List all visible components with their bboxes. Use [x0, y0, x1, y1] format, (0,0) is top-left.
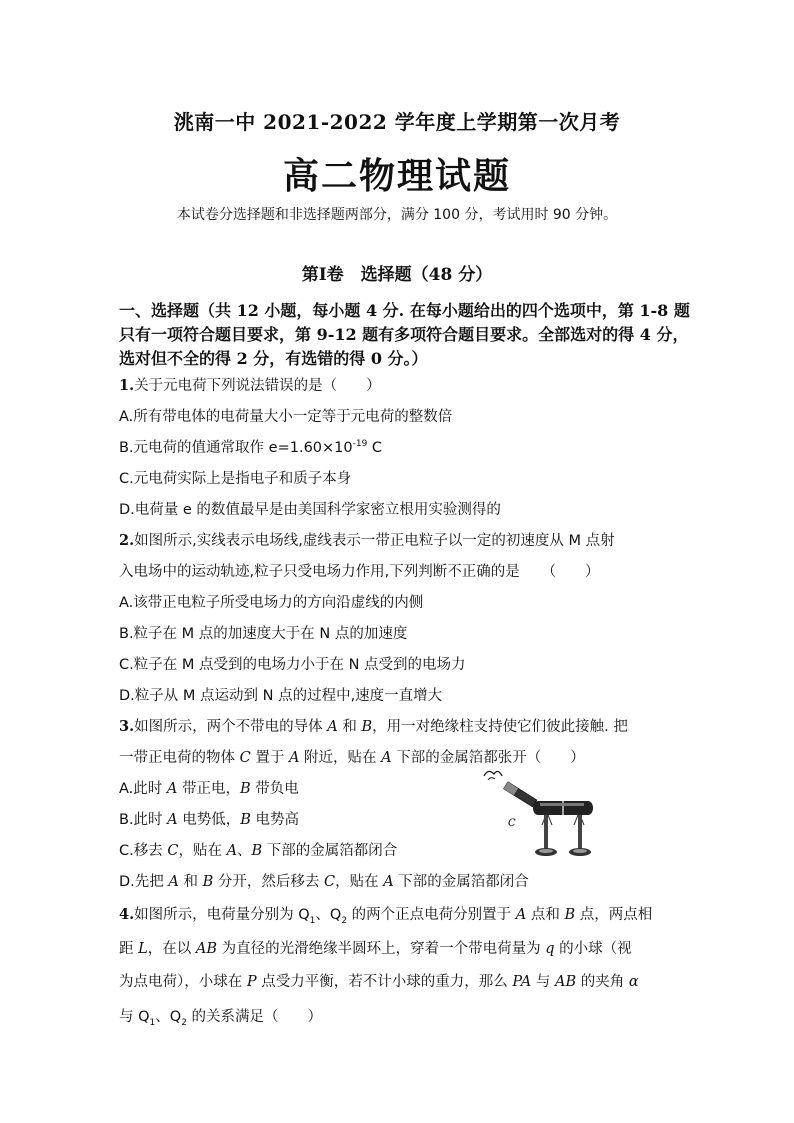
exam-intro: 本试卷分选择题和非选择题两部分，满分 100 分，考试用时 90 分钟。 — [176, 207, 618, 223]
section-instruction-line1: 一、选择题（共 12 小题，每小题 4 分. 在每小题给出的四个选项中，第 1-8 题 — [119, 301, 690, 320]
section-instruction-line2: 只有一项符合题目要求，第 9-12 题有多项符合题目要求。全部选对的得 4 分， — [119, 325, 689, 344]
question-2-stem-line1: 2.如图所示,实线表示电场线,虚线表示一带正电粒子以一定的初速度从 M 点射 — [119, 532, 615, 549]
question-2-stem-line2: 入电场中的运动轨迹,粒子只受电场力作用,下列判断不正确的是 （ ） — [119, 564, 600, 580]
exam-title: 高二物理试题 — [282, 155, 511, 197]
conductors-figure — [474, 764, 616, 860]
question-3-stem-line1: 3.如图所示，两个不带电的导体 A 和 B，用一对绝缘柱支持使它们彼此接触. 把 — [119, 718, 628, 735]
question-1-option-c: C.元电荷实际上是指电子和质子本身 — [119, 471, 352, 487]
section-instruction-line3: 选对但不全的得 2 分，有选错的得 0 分。） — [119, 349, 428, 368]
rod-label: C — [508, 818, 516, 829]
part-heading: 第Ⅰ卷 选择题（48 分） — [301, 265, 493, 285]
question-3-number: 3. — [119, 718, 135, 735]
question-2-option-b: B.粒子在 M 点的加速度大于在 N 点的加速度 — [119, 626, 408, 642]
question-2-option-d: D.粒子从 M 点运动到 N 点的过程中,速度一直增大 — [119, 688, 443, 704]
question-2-number: 2. — [119, 532, 135, 549]
question-1-option-b: B.元电荷的值通常取作 $e=1.60\times 10^{-19}$ C — [119, 439, 383, 456]
charged-rod-figure — [484, 771, 537, 806]
question-3-option-b: B.此时 A 电势低，B 电势高 — [119, 812, 300, 828]
question-4-stem-line4: 与 $Q_1$、$Q_2$ 的关系满足（ ） — [119, 1009, 323, 1028]
question-2-option-a: A.该带正电粒子所受电场力的方向沿虚线的内侧 — [119, 595, 424, 611]
question-4-stem-line1: 4.如图所示，电荷量分别为 $Q_1$、$Q_2$ 的两个正点电荷分别置于 A 点和 B 点，两点相 — [119, 906, 653, 926]
question-3-option-d: D.先把 A 和 B 分开，然后移去 C，贴在 A 下部的金属箔都闭合 — [119, 874, 529, 890]
question-2-option-c: C.粒子在 M 点受到的电场力小于在 N 点受到的电场力 — [119, 657, 466, 673]
question-4-stem-line3: 为点电荷），小球在 P 点受力平衡，若不计小球的重力，那么 PA 与 AB 的夹角 α — [119, 974, 639, 990]
question-3-option-a: A.此时 A 带正电，B 带负电 — [119, 781, 299, 797]
question-4-stem-line2: 距 L，在以 AB 为直径的光滑绝缘半圆环上，穿着一个带电荷量为 q 的小球（视 — [119, 941, 632, 957]
question-1-number: 1. — [119, 377, 135, 394]
question-1-option-d: D.电荷量 e 的数值最早是由美国科学家密立根用实验测得的 — [119, 502, 501, 518]
question-4-number: 4. — [119, 906, 135, 923]
conductor-pair — [533, 801, 593, 815]
question-3-option-c: C.移去 C，贴在 A、B 下部的金属箔都闭合 — [119, 843, 398, 859]
exam-school-heading: 洮南一中 2021-2022 学年度上学期第一次月考 — [173, 110, 621, 134]
question-3-stem-line2: 一带正电荷的物体 C 置于 A 附近，贴在 A 下部的金属箔都张开（ ） — [119, 750, 585, 766]
question-1-option-a: A.所有带电体的电荷量大小一定等于元电荷的整数倍 — [119, 409, 453, 425]
question-1-stem: 1.关于元电荷下列说法错误的是（ ） — [119, 377, 381, 394]
